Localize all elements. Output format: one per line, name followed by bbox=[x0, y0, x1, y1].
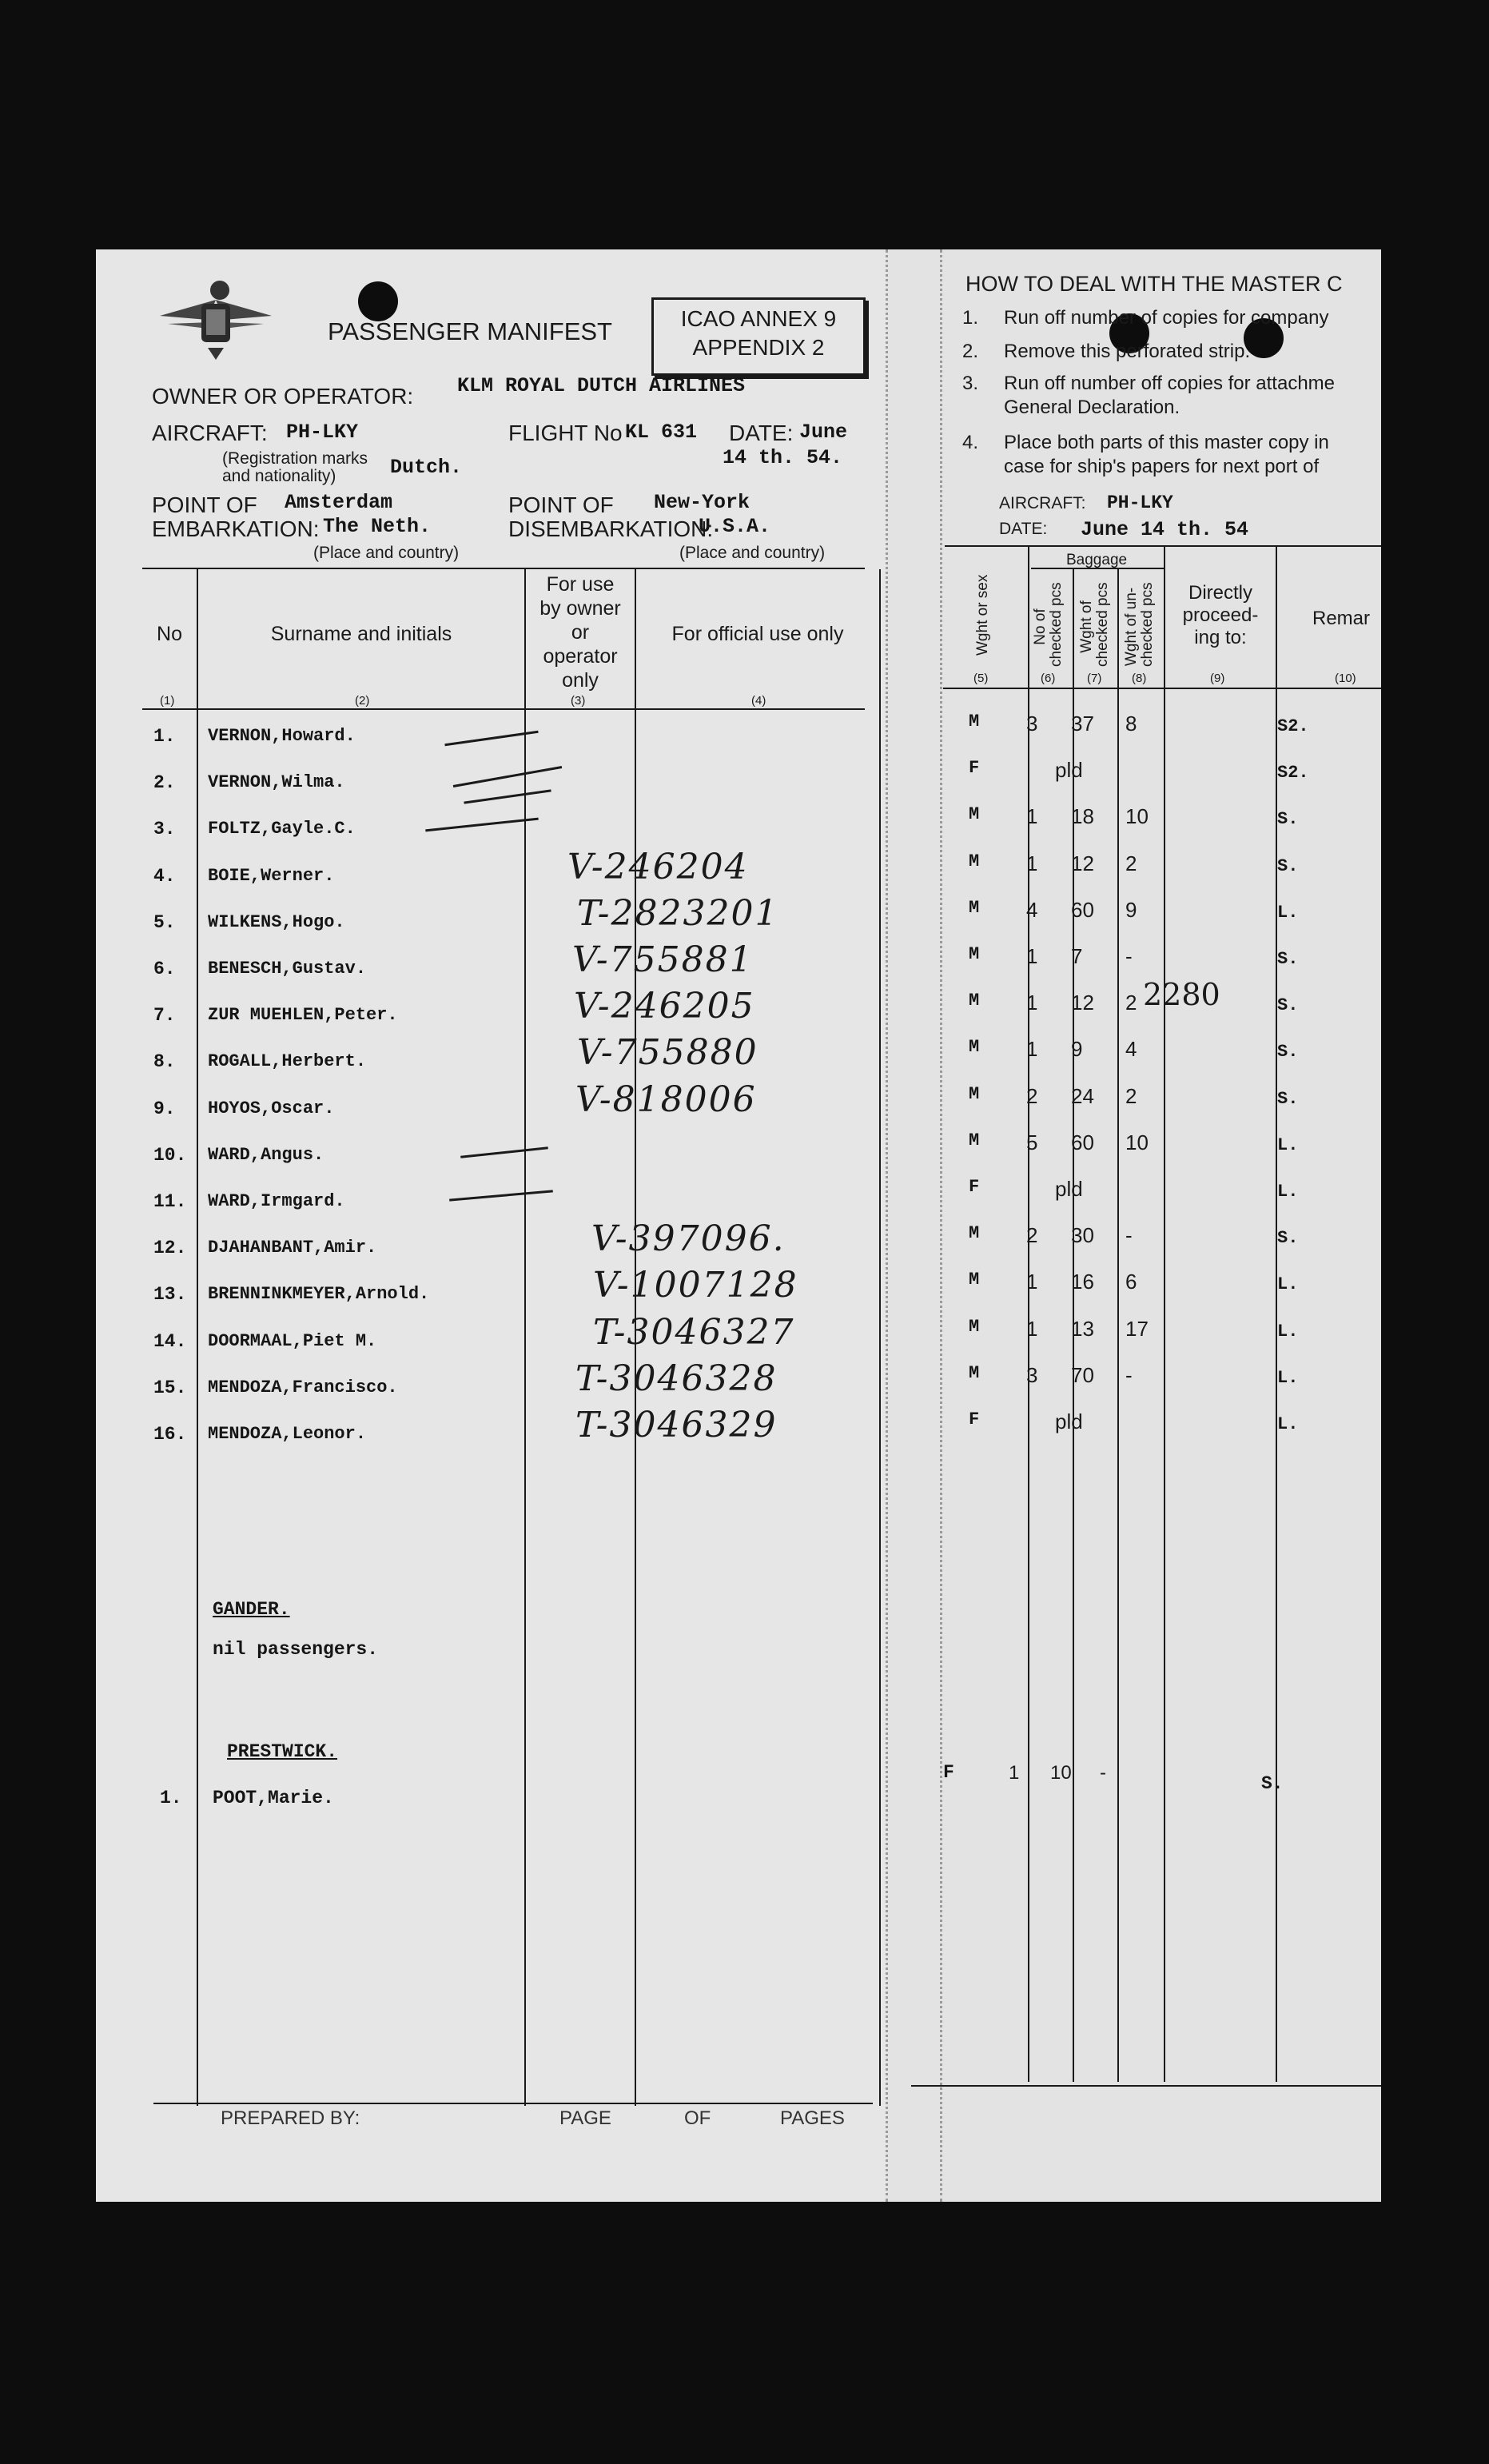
baggage-unchecked: 6 bbox=[1125, 1270, 1137, 1294]
disembarkation-value: New-York bbox=[654, 491, 750, 514]
col-header-line: Directly bbox=[1188, 582, 1252, 604]
baggage-pcs: 1 bbox=[1026, 804, 1038, 828]
baggage-sex: M bbox=[969, 1130, 980, 1150]
baggage-sex: M bbox=[969, 1037, 980, 1057]
baggage-unchecked: 2 bbox=[1125, 1084, 1137, 1108]
step-number: 1. bbox=[962, 307, 979, 329]
baggage-pcs: 2 bbox=[1026, 1084, 1038, 1108]
baggage-sex: M bbox=[969, 851, 980, 871]
passenger-name: MENDOZA,Francisco. bbox=[208, 1378, 398, 1397]
row-number: 7. bbox=[153, 1005, 176, 1026]
baggage-sex: M bbox=[969, 712, 980, 732]
baggage-unchecked: 8 bbox=[1125, 712, 1137, 736]
passenger-name: HOYOS,Oscar. bbox=[208, 1098, 335, 1118]
baggage-weight: 12 bbox=[1071, 851, 1094, 875]
passport-number: V-818006 bbox=[575, 1079, 757, 1120]
step-text: Remove this perforated strip. bbox=[1004, 341, 1251, 362]
flight-label: FLIGHT No bbox=[508, 421, 623, 445]
row-number: 10. bbox=[153, 1145, 187, 1166]
baggage-sex: M bbox=[969, 898, 980, 918]
baggage-remark: S. bbox=[1277, 1228, 1299, 1248]
passport-number: V-246204 bbox=[567, 847, 749, 887]
baggage-weight: 18 bbox=[1071, 804, 1094, 828]
baggage-weight: pld bbox=[1055, 758, 1083, 782]
baggage-pcs: 1 bbox=[1026, 1270, 1038, 1294]
owner-label: OWNER OR OPERATOR: bbox=[152, 384, 414, 409]
row-number: 5. bbox=[153, 912, 176, 933]
step-text: case for ship's papers for next port of bbox=[1004, 456, 1320, 477]
col-header-line: ing to: bbox=[1194, 627, 1247, 648]
perforation-line bbox=[940, 249, 942, 2202]
passenger-name: BENESCH,Gustav. bbox=[208, 959, 367, 979]
col-header-line: No of bbox=[1032, 608, 1049, 645]
baggage-weight: 60 bbox=[1071, 1130, 1094, 1154]
baggage-sex: F bbox=[969, 758, 980, 778]
col-number: (7) bbox=[1087, 672, 1102, 685]
aircraft-label: AIRCRAFT: bbox=[152, 421, 268, 445]
col-header-line: operator bbox=[543, 645, 618, 668]
baggage-weight: 9 bbox=[1071, 1037, 1083, 1061]
baggage-weight: 12 bbox=[1071, 991, 1094, 1015]
passenger-name: VERNON,Wilma. bbox=[208, 772, 345, 792]
baggage-unchecked: 17 bbox=[1125, 1317, 1149, 1341]
prestwick-heading: PRESTWICK. bbox=[227, 1741, 338, 1762]
baggage-remark: S2. bbox=[1277, 763, 1309, 783]
row-number: 2. bbox=[153, 772, 176, 793]
col-header-line: checked pcs bbox=[1048, 582, 1065, 667]
row-number: 14. bbox=[153, 1331, 187, 1352]
col-number: (3) bbox=[571, 694, 586, 708]
baggage-sex: M bbox=[969, 1223, 980, 1243]
disembarkation-label: DISEMBARKATION: bbox=[508, 516, 714, 541]
baggage-unchecked: - bbox=[1125, 944, 1133, 968]
row-number: 1. bbox=[153, 726, 176, 747]
master-table-header-rule bbox=[943, 688, 1381, 689]
baggage-weight: 10 bbox=[1050, 1762, 1072, 1784]
table-top-rule bbox=[142, 568, 865, 569]
baggage-sex: M bbox=[969, 804, 980, 824]
col-header-line: Wght of un- bbox=[1123, 587, 1140, 667]
col-number: (1) bbox=[160, 694, 175, 708]
col-header-line: Wght of bbox=[1078, 600, 1095, 653]
baggage-weight: pld bbox=[1055, 1177, 1083, 1201]
master-title: HOW TO DEAL WITH THE MASTER C bbox=[965, 272, 1343, 296]
flight-value: KL 631 bbox=[625, 421, 698, 444]
disembarkation-value: U.S.A. bbox=[699, 515, 771, 538]
baggage-unchecked: - bbox=[1100, 1762, 1106, 1784]
col-header-official: For official use only bbox=[671, 623, 844, 645]
baggage-remark: S2. bbox=[1277, 716, 1309, 736]
row-number: 9. bbox=[153, 1098, 176, 1119]
col-header-line: checked pcs bbox=[1139, 582, 1156, 667]
baggage-unchecked: 4 bbox=[1125, 1037, 1137, 1061]
gander-note: nil passengers. bbox=[213, 1639, 379, 1660]
klm-logo-icon bbox=[152, 276, 280, 364]
step-text: General Declaration. bbox=[1004, 397, 1180, 418]
col-header-line: by owner bbox=[539, 597, 621, 620]
baggage-pcs: 1 bbox=[1026, 1037, 1038, 1061]
baggage-remark: L. bbox=[1277, 1135, 1299, 1155]
row-number: 12. bbox=[153, 1238, 187, 1258]
baggage-sex: M bbox=[969, 1363, 980, 1383]
passenger-name: BOIE,Werner. bbox=[208, 866, 335, 886]
icao-box bbox=[651, 297, 866, 376]
col-header-checked-pcs bbox=[1032, 582, 1065, 667]
baggage-pcs: 4 bbox=[1026, 898, 1038, 922]
baggage-sex: M bbox=[969, 1270, 980, 1290]
passenger-name: ZUR MUEHLEN,Peter. bbox=[208, 1005, 398, 1025]
perforation-line bbox=[886, 249, 888, 2202]
place-note: (Place and country) bbox=[679, 544, 826, 562]
step-text: Run off number of copies for company bbox=[1004, 307, 1329, 329]
aircraft-value: PH-LKY bbox=[286, 421, 359, 444]
col-number: (9) bbox=[1210, 672, 1225, 685]
col-header-owner-use bbox=[528, 572, 633, 692]
passenger-name: BRENNINKMEYER,Arnold. bbox=[208, 1284, 430, 1304]
passport-number: T-3046329 bbox=[575, 1405, 778, 1445]
passenger-name: MENDOZA,Leonor. bbox=[208, 1424, 367, 1444]
baggage-sex: M bbox=[969, 1084, 980, 1104]
row-number: 13. bbox=[153, 1284, 187, 1305]
embarkation-value: Amsterdam bbox=[285, 491, 393, 514]
passenger-name: WARD,Irmgard. bbox=[208, 1191, 345, 1211]
passenger-name: DOORMAAL,Piet M. bbox=[208, 1331, 377, 1351]
passport-number: V-1007128 bbox=[593, 1265, 798, 1306]
baggage-unchecked: - bbox=[1125, 1363, 1133, 1387]
col-number: (5) bbox=[973, 672, 989, 685]
passenger-name: VERNON,Howard. bbox=[208, 726, 356, 746]
baggage-pcs: 1 bbox=[1009, 1762, 1020, 1784]
column-divider bbox=[197, 569, 198, 2106]
baggage-remark: L. bbox=[1277, 1414, 1299, 1434]
baggage-unchecked: 10 bbox=[1125, 1130, 1149, 1154]
passport-number: V-397096. bbox=[591, 1218, 786, 1259]
passenger-name: WARD,Angus. bbox=[208, 1145, 324, 1165]
table-header-rule bbox=[142, 708, 865, 710]
baggage-weight: 60 bbox=[1071, 898, 1094, 922]
step-text: Run off number off copies for attachme bbox=[1004, 373, 1336, 394]
baggage-remark: S. bbox=[1261, 1773, 1284, 1794]
col-number: (2) bbox=[355, 694, 370, 708]
baggage-unchecked: 9 bbox=[1125, 898, 1137, 922]
baggage-remark: S. bbox=[1277, 949, 1299, 969]
baggage-remark: S. bbox=[1277, 1089, 1299, 1109]
baggage-sex: F bbox=[969, 1409, 980, 1429]
registration-note: and nationality) bbox=[222, 467, 336, 485]
handwritten-note: 2280 bbox=[1143, 977, 1220, 1012]
passport-number: T-2823201 bbox=[577, 893, 779, 934]
embarkation-label: EMBARKATION: bbox=[152, 516, 320, 541]
col-header-line: For use bbox=[546, 573, 615, 596]
col-header-line: proceed- bbox=[1182, 604, 1259, 626]
embarkation-value: The Neth. bbox=[323, 515, 432, 538]
row-number: 16. bbox=[153, 1424, 187, 1445]
passenger-name: DJAHANBANT,Amir. bbox=[208, 1238, 377, 1258]
row-number: 1. bbox=[160, 1788, 182, 1808]
place-note: (Place and country) bbox=[313, 544, 460, 562]
col-header-line: checked pcs bbox=[1094, 582, 1111, 667]
row-number: 15. bbox=[153, 1378, 187, 1398]
column-divider bbox=[879, 569, 881, 2106]
icao-appendix: APPENDIX 2 bbox=[692, 335, 825, 360]
master-column-divider bbox=[1164, 547, 1165, 2082]
passport-number: V-246205 bbox=[574, 986, 755, 1027]
baggage-pcs: 1 bbox=[1026, 944, 1038, 968]
col-number: (10) bbox=[1335, 672, 1356, 685]
step-text: Place both parts of this master copy in bbox=[1004, 432, 1329, 453]
baggage-unchecked: - bbox=[1125, 1223, 1133, 1247]
baggage-weight: 30 bbox=[1071, 1223, 1094, 1247]
col-number: (4) bbox=[751, 694, 766, 708]
baggage-weight: 13 bbox=[1071, 1317, 1094, 1341]
passport-number: T-3046328 bbox=[575, 1358, 778, 1399]
master-date-value: June 14 th. 54 bbox=[1081, 518, 1249, 541]
icao-annex: ICAO ANNEX 9 bbox=[680, 306, 837, 331]
col-header-line: or bbox=[571, 621, 590, 644]
baggage-pcs: 3 bbox=[1026, 1363, 1038, 1387]
row-number: 8. bbox=[153, 1051, 176, 1072]
col-header-weight-unchecked bbox=[1123, 582, 1156, 667]
baggage-unchecked: 2 bbox=[1125, 851, 1137, 875]
passenger-name: POOT,Marie. bbox=[213, 1788, 334, 1808]
col-header-line: only bbox=[562, 669, 599, 692]
master-table-top-rule bbox=[945, 545, 1381, 547]
col-header-weight-checked bbox=[1078, 582, 1111, 667]
step-number: 3. bbox=[962, 373, 979, 394]
baggage-remark: L. bbox=[1277, 1274, 1299, 1294]
master-column-divider bbox=[1117, 569, 1119, 2082]
master-aircraft-value: PH-LKY bbox=[1107, 492, 1173, 513]
step-number: 2. bbox=[962, 341, 979, 362]
prepared-by-label: PREPARED BY: bbox=[221, 2107, 360, 2129]
baggage-remark: L. bbox=[1277, 1368, 1299, 1388]
row-number: 4. bbox=[153, 866, 176, 887]
master-aircraft-label: AIRCRAFT: bbox=[999, 494, 1086, 512]
baggage-sex: F bbox=[969, 1177, 980, 1197]
table-bottom-rule bbox=[153, 2103, 873, 2104]
col-header-no: No bbox=[157, 623, 182, 645]
baggage-weight: 16 bbox=[1071, 1270, 1094, 1294]
baggage-unchecked: 10 bbox=[1125, 804, 1149, 828]
baggage-sex: M bbox=[969, 991, 980, 1011]
baggage-pcs: 1 bbox=[1026, 1317, 1038, 1341]
col-number: (6) bbox=[1041, 672, 1056, 685]
baggage-weight: 24 bbox=[1071, 1084, 1094, 1108]
col-number: (8) bbox=[1132, 672, 1147, 685]
col-header-sex: Wght or sex bbox=[974, 574, 991, 656]
baggage-remark: L. bbox=[1277, 1322, 1299, 1342]
passenger-name: FOLTZ,Gayle.C. bbox=[208, 819, 356, 839]
master-copy-strip bbox=[887, 249, 1381, 2202]
baggage-remark: S. bbox=[1277, 856, 1299, 876]
page-label: PAGE bbox=[559, 2107, 611, 2129]
baggage-remark: S. bbox=[1277, 809, 1299, 829]
row-number: 6. bbox=[153, 959, 176, 979]
baggage-remark: L. bbox=[1277, 1182, 1299, 1202]
passport-number: V-755881 bbox=[572, 939, 754, 980]
baggage-remark: L. bbox=[1277, 903, 1299, 923]
date-label: DATE: bbox=[729, 421, 794, 445]
baggage-remark: S. bbox=[1277, 995, 1299, 1015]
registration-note: (Registration marks bbox=[222, 449, 368, 468]
master-table-bottom-rule bbox=[911, 2085, 1381, 2087]
baggage-pcs: 1 bbox=[1026, 851, 1038, 875]
date-value: 14 th. 54. bbox=[723, 446, 843, 469]
master-date-label: DATE: bbox=[999, 520, 1048, 538]
step-number: 4. bbox=[962, 432, 979, 453]
passport-number: V-755880 bbox=[577, 1032, 758, 1073]
row-number: 11. bbox=[153, 1191, 187, 1212]
baggage-weight: pld bbox=[1055, 1409, 1083, 1433]
passenger-name: WILKENS,Hogo. bbox=[208, 912, 345, 932]
row-number: 3. bbox=[153, 819, 176, 839]
baggage-weight: 37 bbox=[1071, 712, 1094, 736]
baggage-sex: F bbox=[943, 1762, 954, 1783]
baggage-pcs: 5 bbox=[1026, 1130, 1038, 1154]
column-divider bbox=[524, 569, 526, 2106]
nationality-value: Dutch. bbox=[390, 456, 463, 479]
baggage-unchecked: 2 bbox=[1125, 991, 1137, 1015]
col-header-remarks: Remar bbox=[1312, 608, 1371, 629]
baggage-header: Baggage bbox=[1066, 552, 1128, 568]
baggage-remark: S. bbox=[1277, 1042, 1299, 1062]
baggage-weight: 7 bbox=[1071, 944, 1083, 968]
col-header-name: Surname and initials bbox=[270, 623, 452, 645]
passenger-name: ROGALL,Herbert. bbox=[208, 1051, 367, 1071]
col-header-directly bbox=[1167, 582, 1274, 649]
baggage-pcs: 3 bbox=[1026, 712, 1038, 736]
owner-value: KLM ROYAL DUTCH AIRLINES bbox=[457, 374, 746, 397]
pages-label: PAGES bbox=[780, 2107, 845, 2129]
baggage-weight: 70 bbox=[1071, 1363, 1094, 1387]
date-value: June bbox=[799, 421, 848, 444]
master-column-divider bbox=[1028, 547, 1029, 2082]
page-title: PASSENGER MANIFEST bbox=[328, 317, 612, 345]
gander-heading: GANDER. bbox=[213, 1599, 290, 1620]
baggage-pcs: 1 bbox=[1026, 991, 1038, 1015]
baggage-pcs: 2 bbox=[1026, 1223, 1038, 1247]
disembarkation-label: POINT OF bbox=[508, 492, 614, 517]
baggage-sex: M bbox=[969, 1317, 980, 1337]
punch-hole bbox=[358, 281, 398, 321]
embarkation-label: POINT OF bbox=[152, 492, 257, 517]
passport-number: T-3046327 bbox=[593, 1312, 795, 1353]
baggage-sex: M bbox=[969, 944, 980, 964]
of-label: OF bbox=[684, 2107, 711, 2129]
